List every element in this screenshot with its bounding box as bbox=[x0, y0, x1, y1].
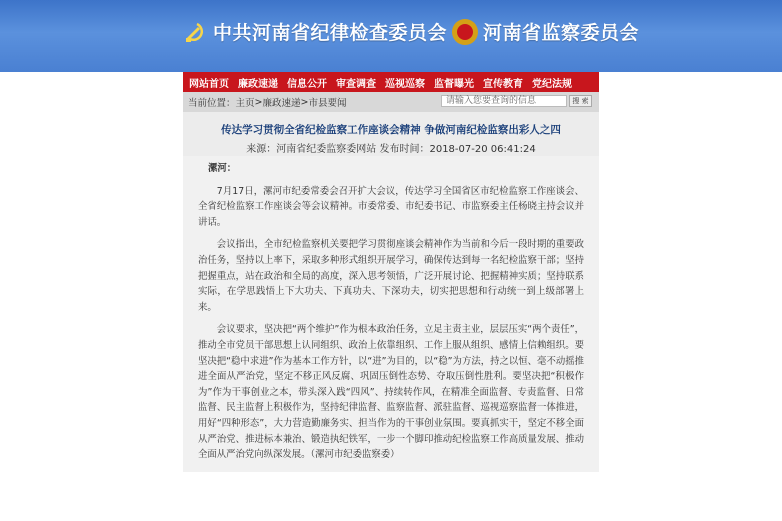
party-emblem-icon bbox=[183, 20, 207, 44]
breadcrumb-home[interactable]: 主页 bbox=[235, 98, 255, 109]
breadcrumb-separator: > bbox=[300, 96, 309, 108]
nav-item-inspection[interactable]: 巡视巡察 bbox=[385, 78, 425, 90]
nav-item-news[interactable]: 廉政速递 bbox=[238, 78, 278, 90]
article-paragraph: 会议要求，坚决把“两个维护”作为根本政治任务，立足主责主业，层层压实“两个责任”，推动全市党员干部思想上认同组织、政治上依靠组织、工作上服从组织、感情上信赖组织。要坚决把“稳中求进”作为基本工作方针，以“进”为目的，以“稳”为方法，持之以恒、毫不动摇推进全面从严治党，坚定不移正风反腐、巩固压倒性态势、夺取压倒性胜利。要坚决把“积极作为”作为干事创业之本，带头深入践“四风”、持续转作风，在精准全面监督、专责监督、日常监督、民主监督上积极作为，坚持纪律监督、监察监督、派驻监督、巡视巡察监督一体推进，用好“四种形态”，大力营造勤廉务实、担当作为的干事创业氛围。要真抓实干，坚定不移全面从严治党、推进标本兼治、锻造执纪铁军，一步一个脚印推动纪检监察工作高质量发展、推动全面从严治党向纵深发展。（漯河市纪委监察委） bbox=[198, 324, 584, 461]
national-emblem-icon bbox=[452, 19, 478, 45]
nav-item-regulations[interactable]: 党纪法规 bbox=[532, 78, 572, 90]
article-paragraph: 会议指出，全市纪检监察机关要把学习贯彻座谈会精神作为当前和今后一段时期的重要政治任务，坚持以上率下，采取多种形式组织开展学习，确保传达到每一名纪检监察干部；坚持把握重点，站在政治和全局的高度，深入思考领悟，广泛开展讨论、把握精神实质；坚持联系实际，在学思践悟上下大功夫、下真功夫、下深功夫，切实把思想和行动统一到上级部署上来。 bbox=[198, 239, 584, 313]
breadcrumb-page[interactable]: 市县要闻 bbox=[308, 98, 347, 109]
article-greeting: 漯河： bbox=[208, 163, 237, 174]
nav-item-education[interactable]: 宣传教育 bbox=[483, 78, 523, 90]
search-button[interactable]: 搜 索 bbox=[569, 95, 592, 107]
banner-header bbox=[183, 18, 639, 45]
site-banner bbox=[0, 0, 782, 72]
article-content bbox=[198, 161, 584, 470]
nav-item-exposure[interactable]: 监督曝光 bbox=[434, 78, 474, 90]
search-input[interactable]: 请输入您要查询的信息 bbox=[441, 95, 567, 107]
nav-item-home[interactable]: 网站首页 bbox=[189, 78, 229, 90]
main-nav bbox=[183, 72, 599, 92]
article-title: 传达学习贯彻全省纪检监察工作座谈会精神 争做河南纪检监察出彩人之四 bbox=[221, 124, 561, 136]
article-paragraph: 7月17日，漯河市纪委常委会召开扩大会议，传达学习全国省区市纪检监察工作座谈会、全省纪检监察工作座谈会等会议精神。市委常委、市纪委书记、市监察委主任杨晓主持会议并讲话。 bbox=[198, 185, 584, 228]
breadcrumb-separator: > bbox=[254, 96, 263, 108]
nav-item-info[interactable]: 信息公开 bbox=[287, 78, 327, 90]
breadcrumb bbox=[188, 95, 347, 109]
org-name-ccdi: 中共河南省纪律检查委员会 bbox=[213, 22, 448, 44]
breadcrumb-label: 当前位置： bbox=[188, 98, 236, 109]
breadcrumb-section[interactable]: 廉政速递 bbox=[262, 98, 301, 109]
nav-item-investigation[interactable]: 审查调查 bbox=[336, 78, 376, 90]
article-meta: 来源：河南省纪委监察委网站 发布时间：2018-07-20 06:41:24 bbox=[246, 144, 536, 155]
org-name-supervision: 河南省监察委员会 bbox=[483, 22, 640, 44]
